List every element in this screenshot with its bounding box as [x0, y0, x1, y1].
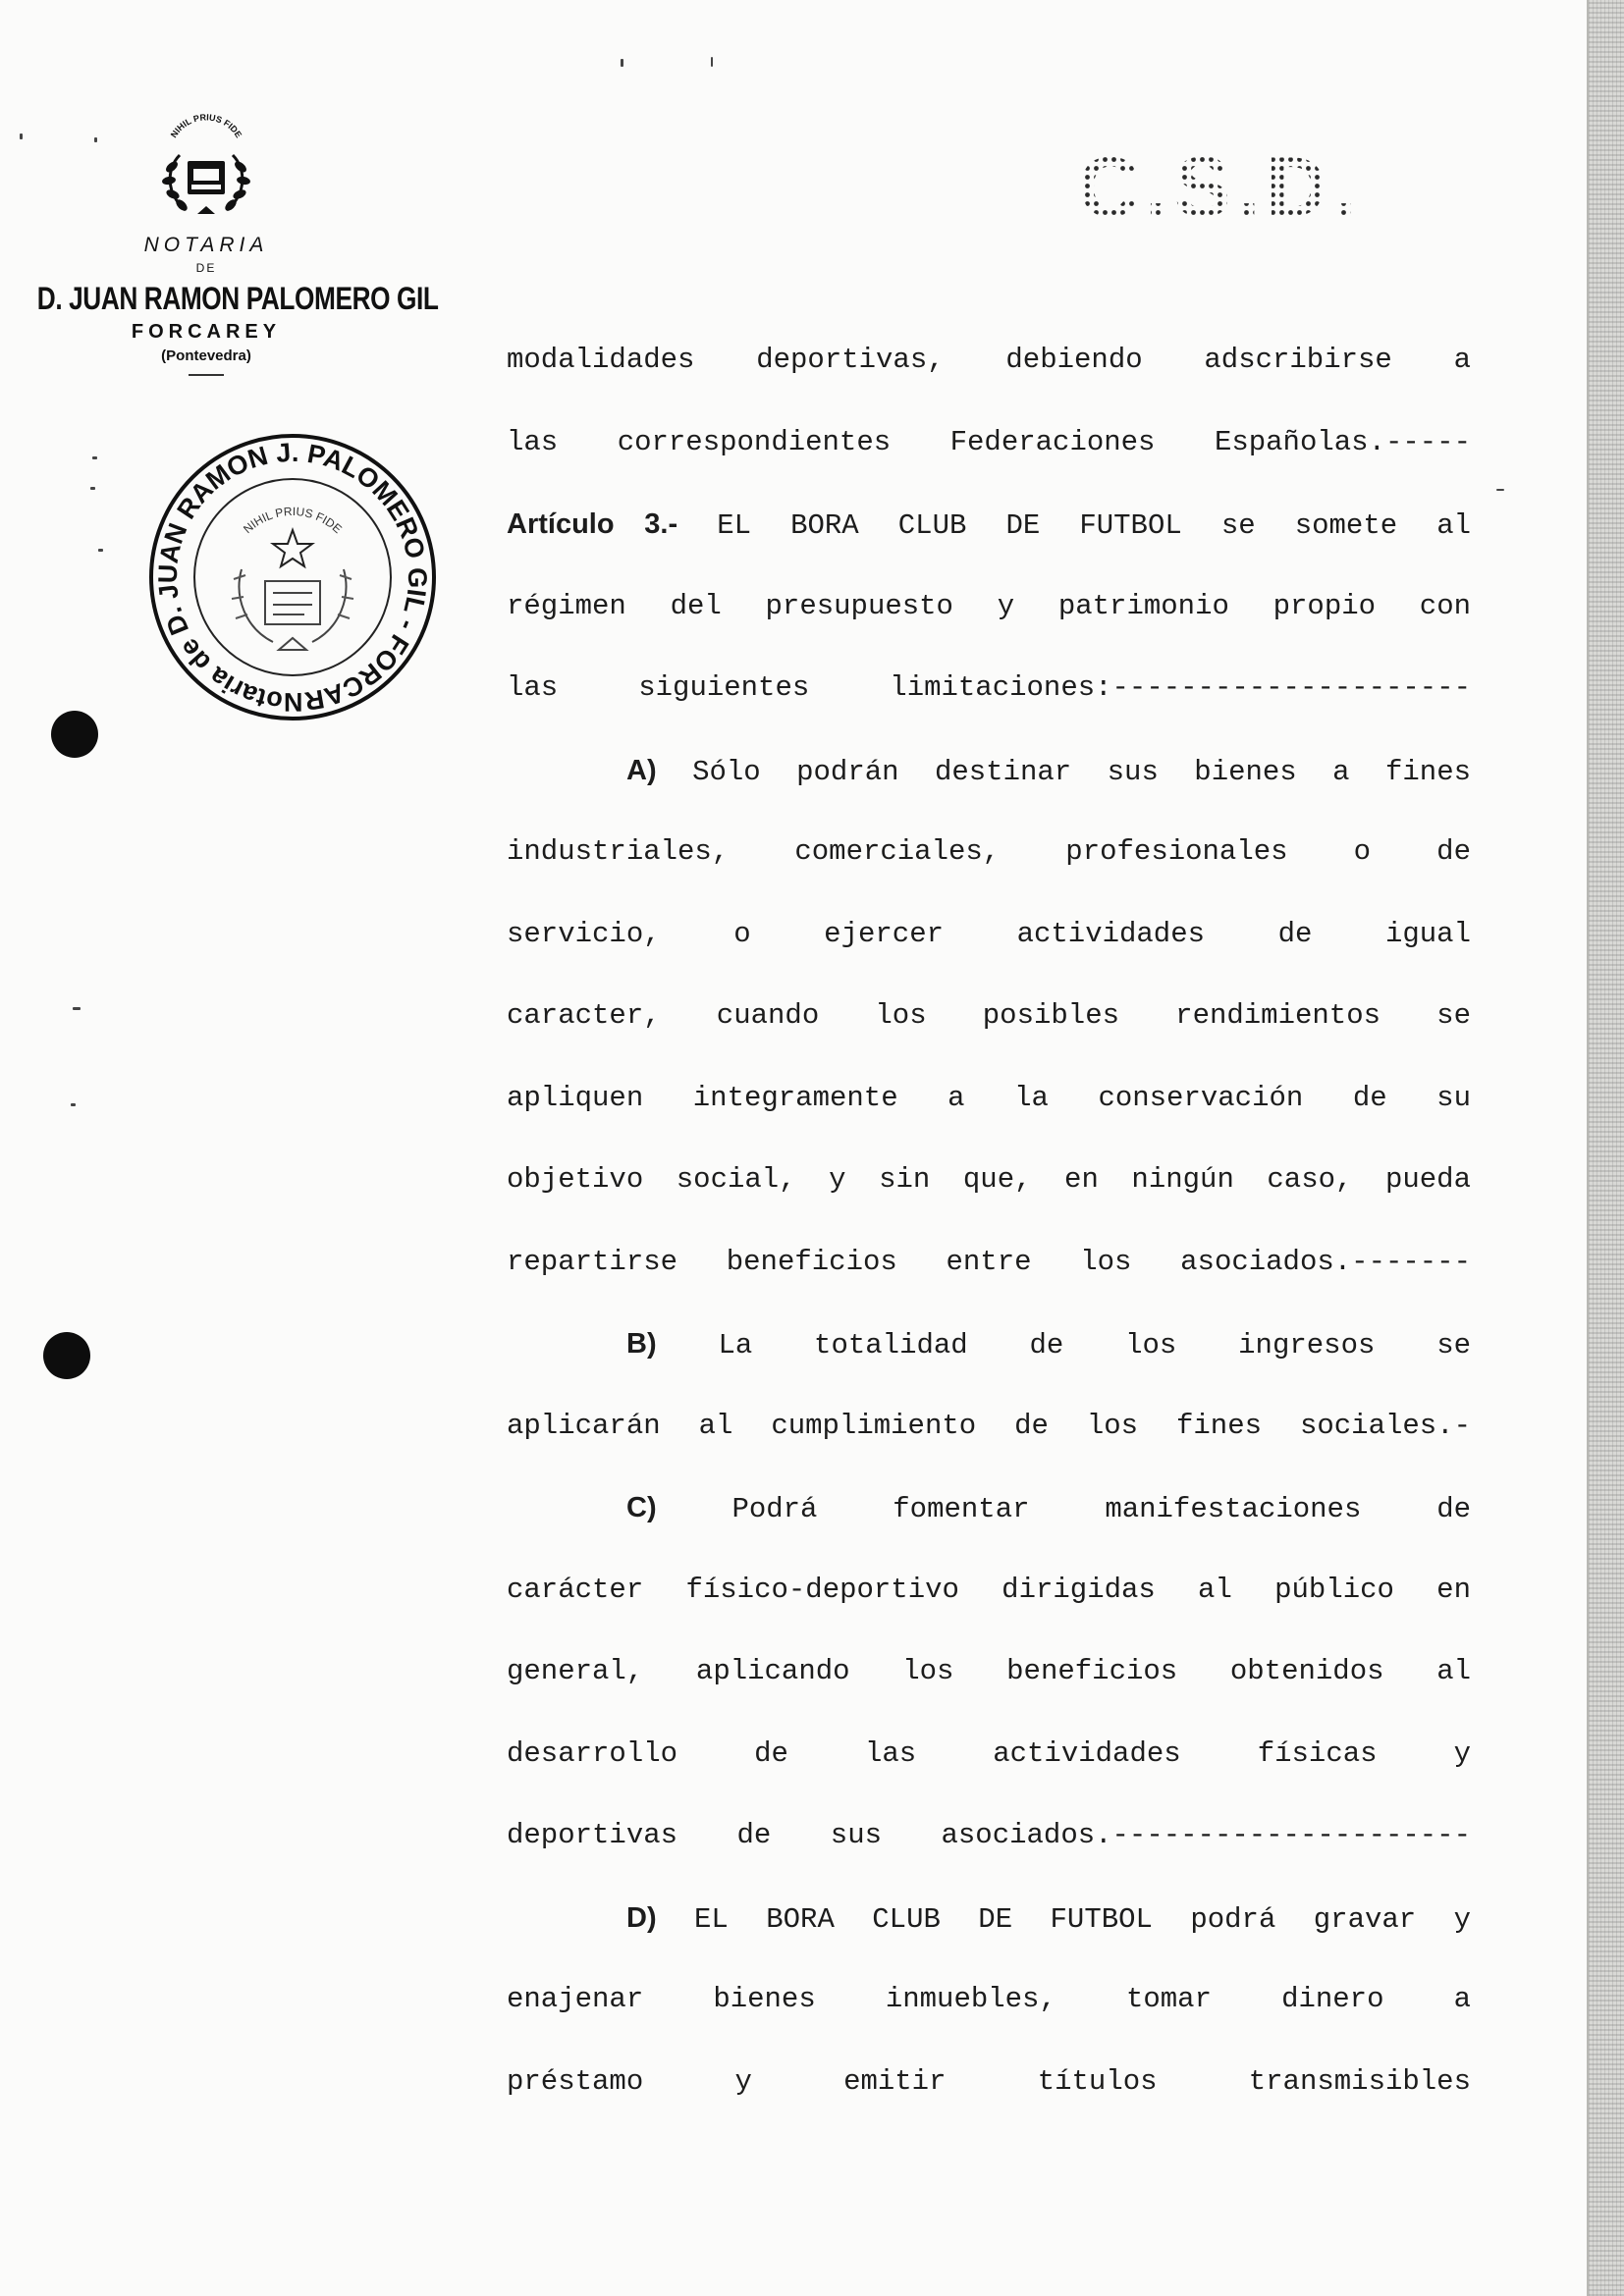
scan-speck — [1496, 489, 1504, 491]
article-label: Artículo 3.- — [507, 508, 678, 540]
notary-name: D. JUAN RAMON PALOMERO GIL — [36, 281, 439, 316]
body-line: general, aplicando los beneficios obtenidos al — [507, 1655, 1471, 1687]
seal-outer-text: Notaria de D. JUAN RAMON J. PALOMERO GIL - FORCAREY — [152, 437, 433, 718]
scan-speck — [711, 57, 713, 67]
notaria-de: DE — [195, 261, 217, 275]
clause-label: A) — [626, 754, 657, 786]
notary-province: (Pontevedra) — [161, 347, 251, 364]
svg-text:Notaria de D. JUAN RAMON J. PA — [147, 432, 438, 722]
body-line: apliquen integramente a la conservación de su — [507, 1081, 1471, 1114]
clause-line: A) Sólo podrán destinar sus bienes a fines — [626, 754, 1472, 788]
deed-body — [507, 331, 1471, 2134]
scan-speck — [73, 1007, 81, 1010]
notaria-heading: NOTARIA — [143, 234, 269, 256]
clause-label: D) — [626, 1901, 657, 1934]
body-line: préstamo y emitir títulos transmisibles — [507, 2064, 1471, 2098]
csd-perforation — [1074, 137, 1363, 235]
scan-speck — [92, 456, 97, 459]
body-line: caracter, cuando los posibles rendimientos se — [507, 999, 1471, 1032]
seal-motto: NIHIL PRIUS FIDE — [241, 504, 345, 537]
scan-speck — [621, 59, 623, 67]
body-line: aplicarán al cumplimiento de los fines sociales.- — [507, 1409, 1471, 1442]
scanner-edge-strip — [1589, 0, 1624, 2296]
body-line: desarrollo de las actividades físicas y — [507, 1736, 1471, 1770]
binder-punch-hole — [43, 1332, 90, 1379]
notary-letterhead — [0, 108, 439, 376]
clause-line: D) EL BORA CLUB DE FUTBOL podrá gravar y — [626, 1901, 1472, 1936]
perforation-text: C.S.D. — [1078, 140, 1363, 235]
body-line: carácter físico-deportivo dirigidas al público en — [507, 1573, 1471, 1606]
clause-label: B) — [626, 1328, 657, 1360]
svg-text:NIHIL PRIUS FIDE — [169, 112, 244, 139]
scan-speck — [98, 549, 103, 552]
clause-label: C) — [626, 1492, 657, 1523]
binder-punch-hole — [51, 711, 98, 758]
crest-motto: NIHIL PRIUS FIDE — [168, 112, 244, 140]
notary-town: FORCAREY — [131, 321, 282, 343]
body-line: industriales, comerciales, profesionales o de — [507, 835, 1471, 868]
article-heading-line: Artículo 3.- EL BORA CLUB DE FUTBOL se somete al — [507, 508, 1471, 542]
body-line: modalidades deportivas, debiendo adscribirse a — [507, 344, 1471, 376]
body-line: las siguientes limitaciones:--------------------- — [507, 671, 1471, 704]
body-line: servicio, o ejercer actividades de igual — [507, 917, 1471, 950]
body-line: objetivo social, y sin que, en ningún caso, pueda — [507, 1163, 1471, 1196]
body-line: repartirse beneficios entre los asociados.------- — [507, 1245, 1471, 1278]
body-line: las correspondientes Federaciones Españolas.----- — [507, 425, 1471, 458]
notary-crest-icon — [142, 108, 270, 226]
body-line: enajenar bienes inmuebles, tomar dinero a — [507, 1983, 1471, 2015]
letterhead-rule — [189, 374, 224, 376]
clause-line: B) La totalidad de los ingresos se — [626, 1328, 1471, 1362]
scan-speck — [90, 487, 95, 490]
body-line: deportivas de sus asociados.--------------------- — [507, 1819, 1471, 1851]
body-line: régimen del presupuesto y patrimonio propio con — [507, 589, 1471, 622]
notary-seal-stamp — [147, 432, 438, 722]
clause-line: C) Podrá fomentar manifestaciones de — [626, 1492, 1471, 1525]
scan-speck — [71, 1103, 76, 1106]
